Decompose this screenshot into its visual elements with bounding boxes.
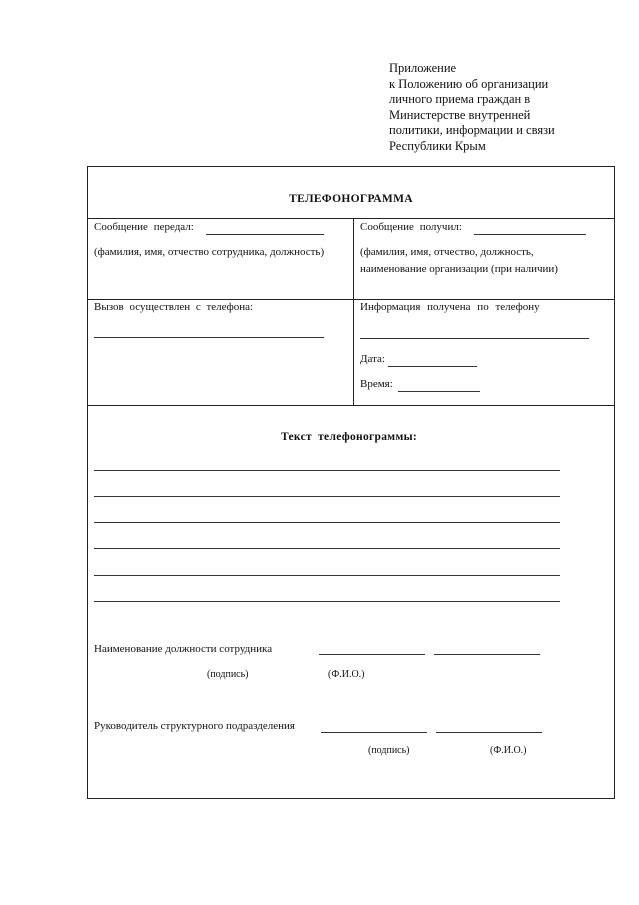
header-line: Республики Крым: [389, 138, 486, 153]
text-title: Текст телефонограммы:: [281, 431, 417, 443]
call-from-field[interactable]: [94, 337, 324, 338]
sent-by-hint: (фамилия, имя, отчество сотрудника, должность): [94, 246, 325, 258]
message-line[interactable]: [94, 470, 560, 471]
head-signature-field[interactable]: [321, 732, 427, 733]
date-field[interactable]: [388, 366, 477, 367]
head-signature-hint: (подпись): [368, 745, 410, 756]
received-by-field[interactable]: [474, 234, 586, 235]
divider: [88, 405, 614, 406]
form-title: ТЕЛЕФОНОГРАММА: [289, 193, 413, 205]
head-name-field[interactable]: [436, 732, 542, 733]
employee-name-field[interactable]: [434, 654, 540, 655]
header-line: Приложение: [389, 61, 457, 75]
message-line[interactable]: [94, 496, 560, 497]
time-label: Время:: [360, 378, 393, 390]
received-by-label: Сообщение получил:: [360, 221, 462, 233]
employee-position-label: Наименование должности сотрудника: [94, 643, 273, 655]
employee-signature-hint: (подпись): [207, 669, 249, 680]
sent-by-field[interactable]: [206, 234, 324, 235]
message-line[interactable]: [94, 575, 560, 576]
header-line: политики, информации и связи: [389, 123, 555, 137]
telephonogram-form: [87, 166, 615, 799]
date-label: Дата:: [360, 353, 385, 365]
head-name-hint: (Ф.И.О.): [490, 745, 527, 756]
employee-name-hint: (Ф.И.О.): [328, 669, 365, 680]
employee-signature-field[interactable]: [319, 654, 425, 655]
header-line: к Положению об организации: [389, 76, 549, 91]
call-from-label: Вызов осуществлен с телефона:: [94, 301, 254, 313]
header-note: [389, 61, 555, 154]
received-by-hint: (фамилия, имя, отчество, должность,: [360, 246, 534, 258]
message-line[interactable]: [94, 548, 560, 549]
header-line: Министерстве внутренней: [389, 107, 531, 122]
divider: [88, 299, 614, 300]
info-phone-field[interactable]: [360, 338, 589, 339]
sent-by-label: Сообщение передал:: [94, 221, 194, 233]
time-field[interactable]: [398, 391, 480, 392]
column-divider: [353, 218, 354, 405]
message-line[interactable]: [94, 601, 560, 602]
info-phone-label: Информация получена по телефону: [360, 301, 540, 313]
department-head-label: Руководитель структурного подразделения: [94, 720, 295, 732]
message-line[interactable]: [94, 522, 560, 523]
divider: [88, 218, 614, 219]
received-by-hint: наименование организации (при наличии): [360, 263, 558, 275]
header-line: личного приема граждан в: [389, 92, 531, 106]
